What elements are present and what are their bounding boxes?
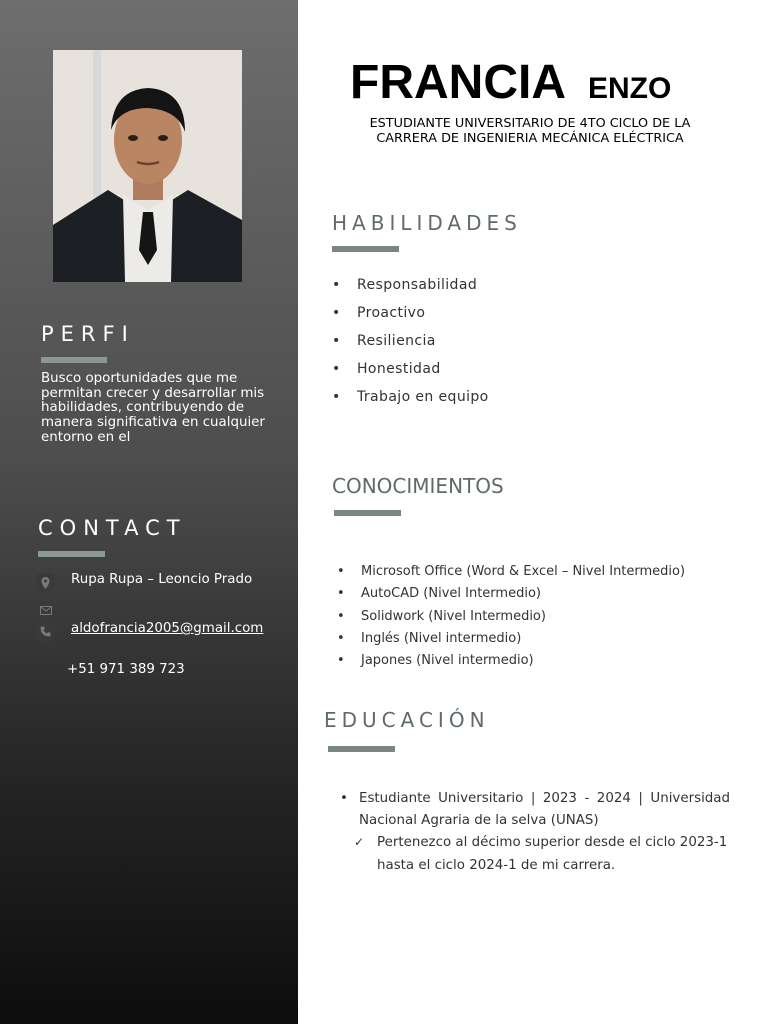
- location-pin-icon: [36, 573, 55, 592]
- education-section: [340, 788, 730, 877]
- contact-heading-underline: [38, 551, 105, 557]
- sidebar: [0, 0, 298, 1024]
- mail-icon: [36, 601, 55, 620]
- education-detail-row: [354, 831, 730, 877]
- phone-icon: [36, 622, 55, 641]
- profile-heading-underline: [41, 357, 107, 363]
- contact-address: Rupa Rupa – Leoncio Prado: [71, 572, 253, 587]
- list-item: • Trabajo en equipo: [332, 388, 489, 416]
- contact-mail-row: [36, 601, 71, 620]
- profile-photo: [53, 50, 242, 282]
- profile-heading: PERFI: [41, 322, 135, 346]
- checkmark-icon: ✓: [354, 835, 365, 850]
- knowledge-list: [337, 563, 685, 674]
- list-item: • Inglés (Nivel intermedio): [337, 630, 685, 652]
- education-heading-underline: [328, 746, 395, 752]
- subtitle: ESTUDIANTE UNIVERSITARIO DE 4TO CICLO DE LA CARRERA DE INGENIERIA MECÁNICA ELÉCTRICA: [369, 116, 691, 146]
- list-item: • Responsabilidad: [332, 276, 489, 304]
- knowledge-heading: CONOCIMIENTOS: [332, 474, 504, 498]
- skills-heading: HABILIDADES: [332, 211, 522, 235]
- contact-email-link[interactable]: aldofrancia2005@gmail.com: [71, 621, 264, 636]
- contact-phone: +51 971 389 723: [67, 662, 185, 673]
- skills-list: [332, 276, 489, 416]
- profile-photo-illustration: [53, 50, 242, 282]
- contact-email-row: [36, 622, 267, 641]
- contact-heading: CONTACT: [38, 516, 187, 540]
- list-item: • AutoCAD (Nivel Intermedio): [337, 585, 685, 607]
- list-item: • Solidwork (Nivel Intermedio): [337, 608, 685, 630]
- first-name: FRANCIA: [350, 56, 566, 109]
- education-detail: Pertenezco al décimo superior desde el ciclo 2023-1 hasta el ciclo 2024-1 de mi carrera.: [377, 835, 728, 874]
- knowledge-heading-underline: [334, 510, 401, 516]
- full-name: [350, 55, 671, 110]
- profile-text: Busco oportunidades que me permitan crecer y desarrollar mis habilidades, contribuyendo de manera significativa en cualquier entorno en el: [41, 372, 265, 445]
- contact-phone-wrap: [67, 662, 267, 673]
- contact-address-row: [36, 573, 267, 592]
- contact-email-wrap: [71, 622, 267, 636]
- education-entry: • Estudiante Universitario | 2023 - 2024 | Universidad Nacional Agraria de la selva (UNAS): [340, 788, 730, 831]
- last-name: ENZO: [587, 72, 672, 105]
- list-item: • Proactivo: [332, 304, 489, 332]
- list-item: • Resiliencia: [332, 332, 489, 360]
- list-item: • Microsoft Office (Word & Excel – Nivel Intermedio): [337, 563, 685, 585]
- skills-heading-underline: [332, 246, 399, 252]
- list-item: • Japones (Nivel intermedio): [337, 652, 685, 674]
- education-heading: EDUCACIÓN: [324, 708, 490, 732]
- list-item: • Honestidad: [332, 360, 489, 388]
